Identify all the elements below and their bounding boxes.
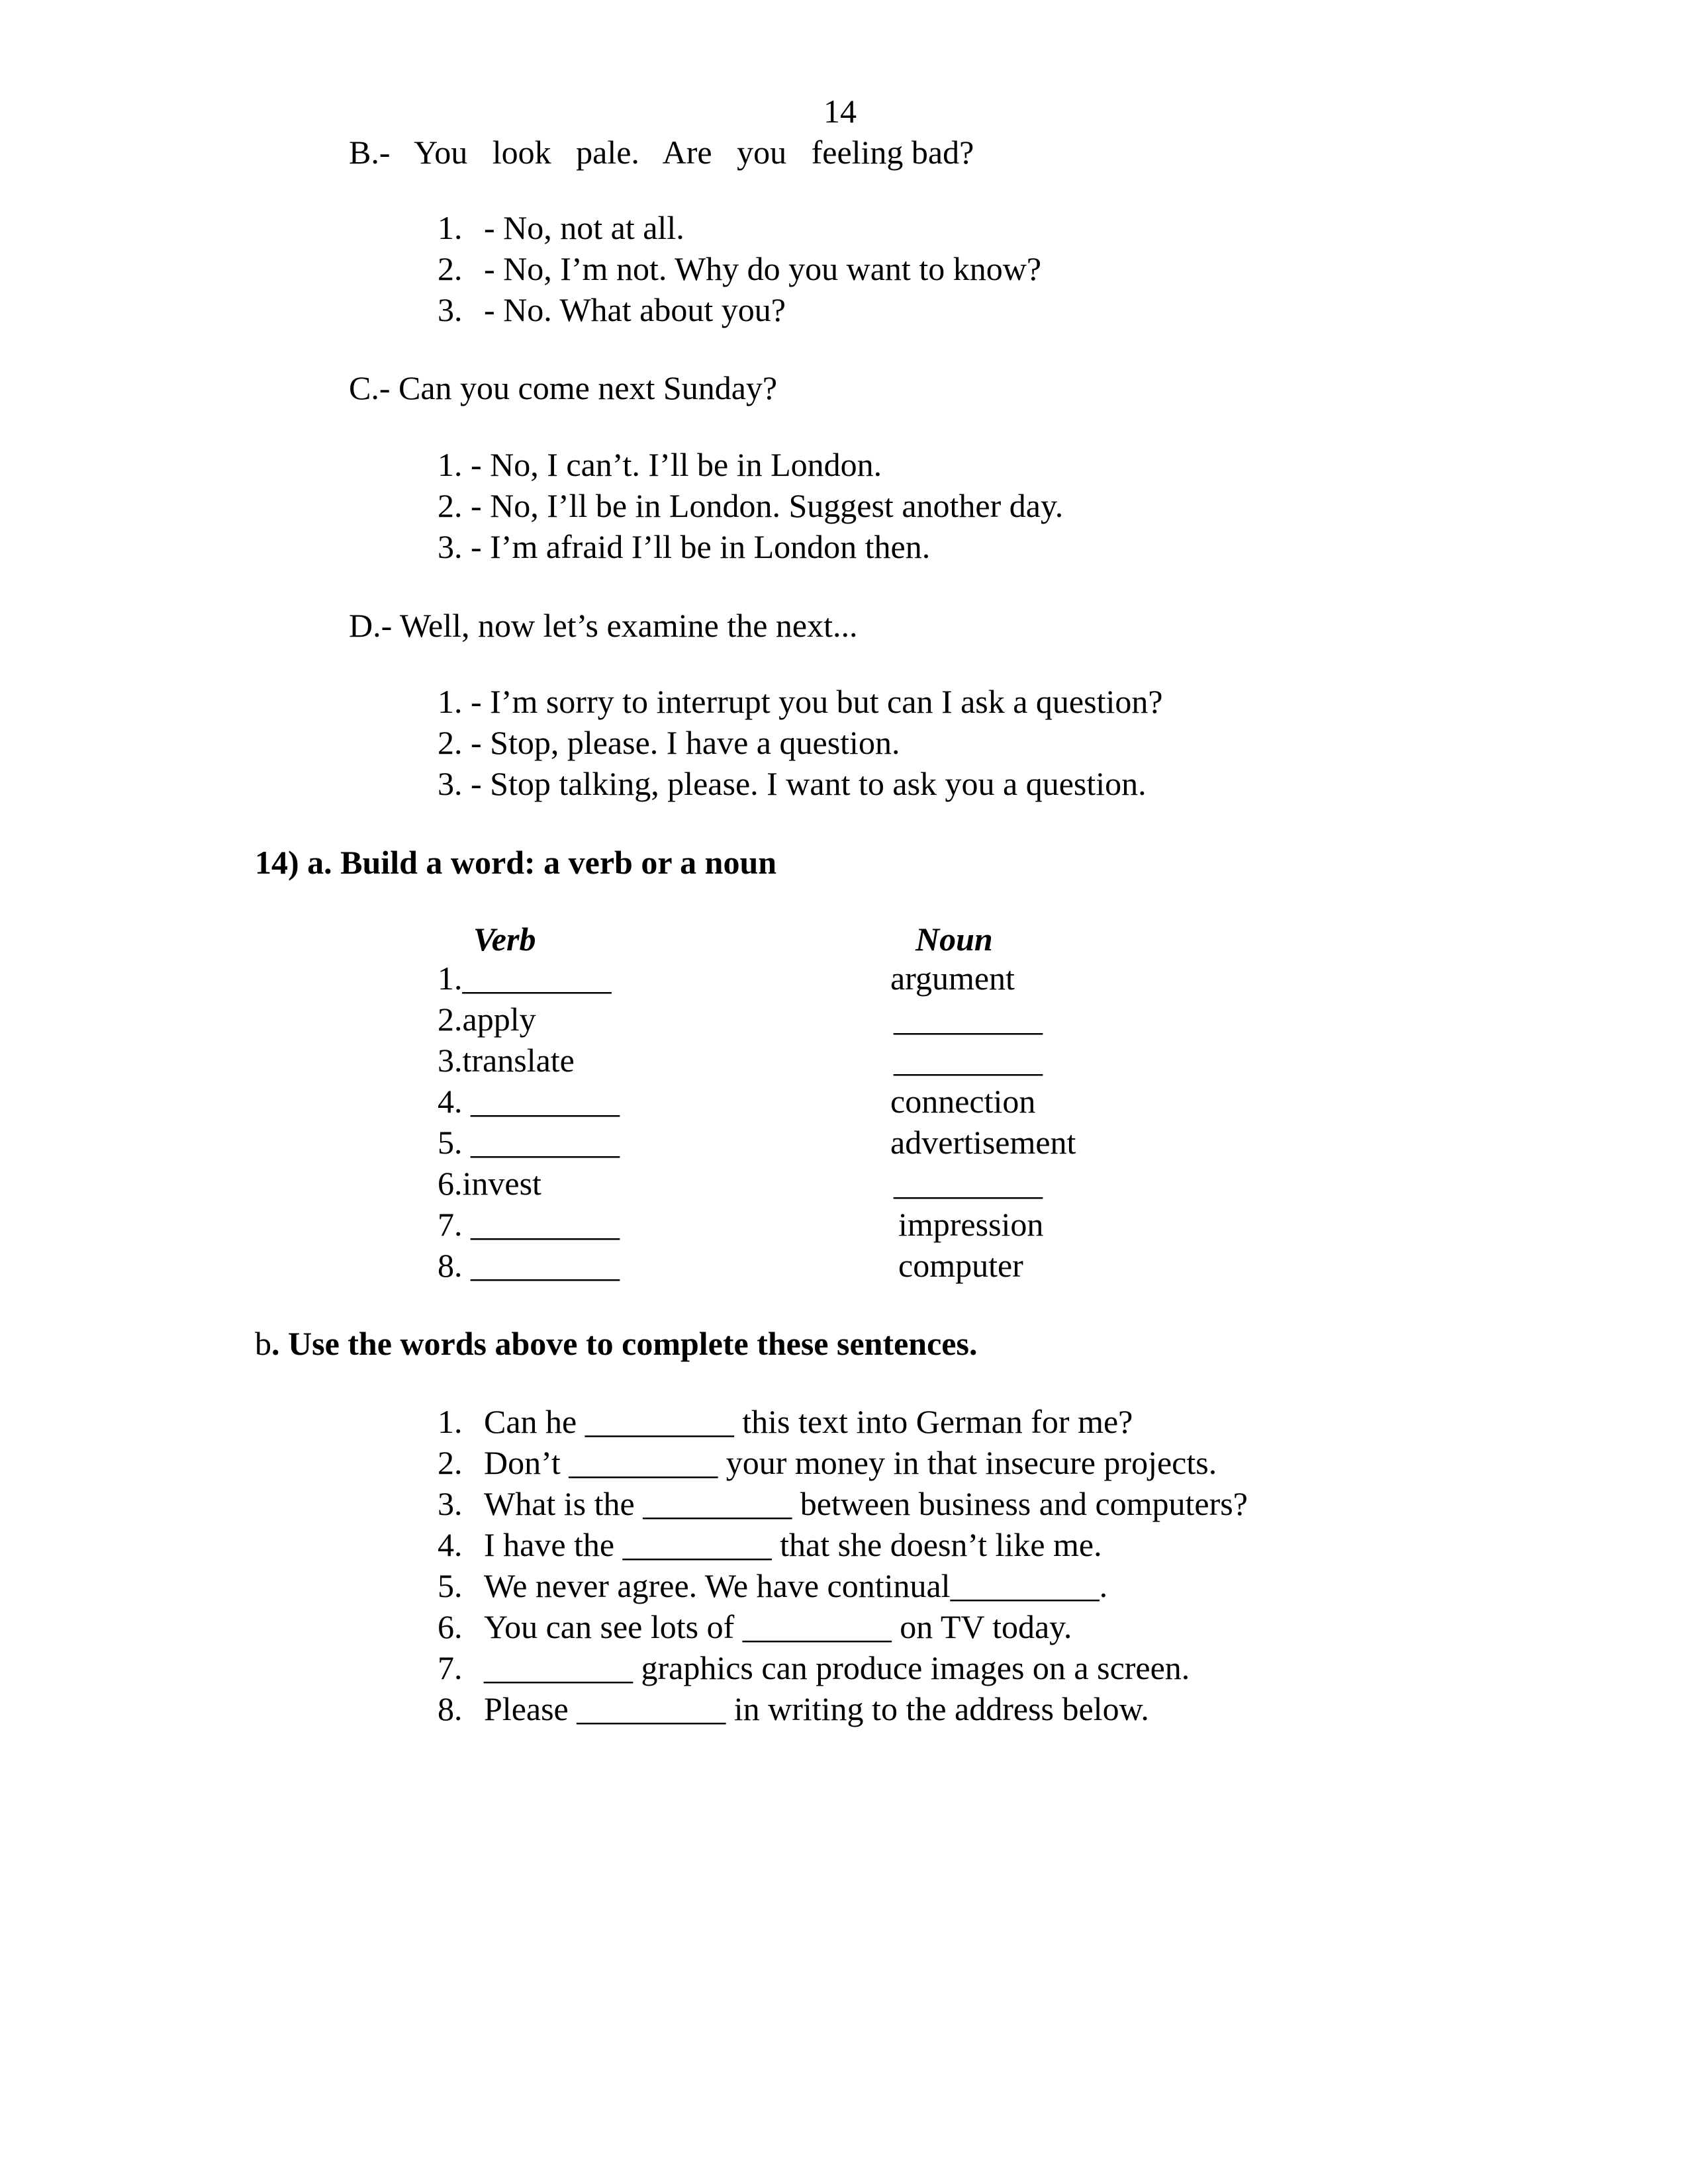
option-number: 2. [438, 250, 463, 287]
verb-cell: 3.translate [438, 1042, 575, 1079]
sentence-2 [438, 1443, 1217, 1482]
noun-cell: _________ [894, 1042, 1043, 1079]
sentence-number: 2. [438, 1444, 463, 1481]
sentence-3 [438, 1484, 1248, 1524]
verb-cell: 8. _________ [438, 1247, 620, 1284]
sentence-number: 3. [438, 1485, 463, 1522]
exercise-14a-heading: 14) a. Build a word: a verb or a noun [255, 844, 777, 881]
question-c: C.- Can you come next Sunday? [349, 369, 778, 406]
question-d-option-1: 1. - I’m sorry to interrupt you but can I ask a question? [438, 683, 1163, 720]
question-d-option-3: 3. - Stop talking, please. I want to ask you a question. [438, 765, 1147, 802]
sentence-4 [438, 1525, 1102, 1565]
verb-cell: 6.invest [438, 1165, 541, 1202]
verb-cell: 2.apply [438, 1001, 536, 1038]
sentence-number: 1. [438, 1403, 463, 1440]
question-b-option-2 [438, 249, 1041, 289]
sentence-number: 8. [438, 1690, 463, 1727]
sentence-text: Can he _________ this text into German for me? [484, 1403, 1133, 1440]
exercise-14b-heading [255, 1324, 977, 1363]
question-b-option-3 [438, 290, 786, 330]
noun-cell: impression [898, 1206, 1044, 1243]
sentence-number: 7. [438, 1649, 463, 1686]
verb-cell: 5. _________ [438, 1124, 620, 1161]
option-text: - No, not at all. [484, 209, 684, 246]
sentence-6 [438, 1607, 1072, 1647]
option-text: - No. What about you? [484, 291, 786, 328]
sentence-text: I have the _________ that she doesn’t like me. [484, 1526, 1102, 1563]
sentence-text: We never agree. We have continual_________. [484, 1567, 1108, 1604]
question-c-option-2: 2. - No, I’ll be in London. Suggest another day. [438, 487, 1064, 524]
sentence-text: _________ graphics can produce images on a screen. [484, 1649, 1190, 1686]
question-b-option-1 [438, 208, 684, 248]
sentence-number: 4. [438, 1526, 463, 1563]
sentence-text: You can see lots of _________ on TV today. [484, 1608, 1072, 1645]
noun-cell: argument [890, 960, 1015, 997]
sentence-5 [438, 1566, 1107, 1606]
verb-column-header: Verb [473, 921, 536, 958]
sentence-1 [438, 1402, 1133, 1441]
exercise-14b-title: . Use the words above to complete these sentences. [271, 1325, 978, 1362]
noun-cell: _________ [894, 1165, 1043, 1202]
sentence-text: What is the _________ between business and computers? [484, 1485, 1248, 1522]
noun-cell: _________ [894, 1001, 1043, 1038]
verb-cell: 4. _________ [438, 1083, 620, 1120]
question-d: D.- Well, now let’s examine the next... [349, 607, 858, 644]
sentence-number: 5. [438, 1567, 463, 1604]
option-number: 3. [438, 291, 463, 328]
option-number: 1. [438, 209, 463, 246]
question-c-option-3: 3. - I’m afraid I’ll be in London then. [438, 528, 931, 565]
verb-cell: 7. _________ [438, 1206, 620, 1243]
question-b: B.- You look pale. Are you feeling bad? [349, 134, 974, 171]
sentence-number: 6. [438, 1608, 463, 1645]
page-number: 14 [823, 93, 857, 130]
option-text: - No, I’m not. Why do you want to know? [484, 250, 1042, 287]
sentence-8 [438, 1689, 1149, 1729]
verb-cell: 1._________ [438, 960, 612, 997]
question-c-option-1: 1. - No, I can’t. I’ll be in London. [438, 446, 882, 483]
exercise-14b-prefix: b [255, 1325, 271, 1362]
noun-cell: computer [898, 1247, 1023, 1284]
question-d-option-2: 2. - Stop, please. I have a question. [438, 724, 900, 761]
sentence-7 [438, 1648, 1190, 1688]
noun-cell: connection [890, 1083, 1036, 1120]
noun-column-header: Noun [915, 921, 993, 958]
noun-cell: advertisement [890, 1124, 1076, 1161]
sentence-text: Please _________ in writing to the address below. [484, 1690, 1149, 1727]
sentence-text: Don’t _________ your money in that insecure projects. [484, 1444, 1217, 1481]
